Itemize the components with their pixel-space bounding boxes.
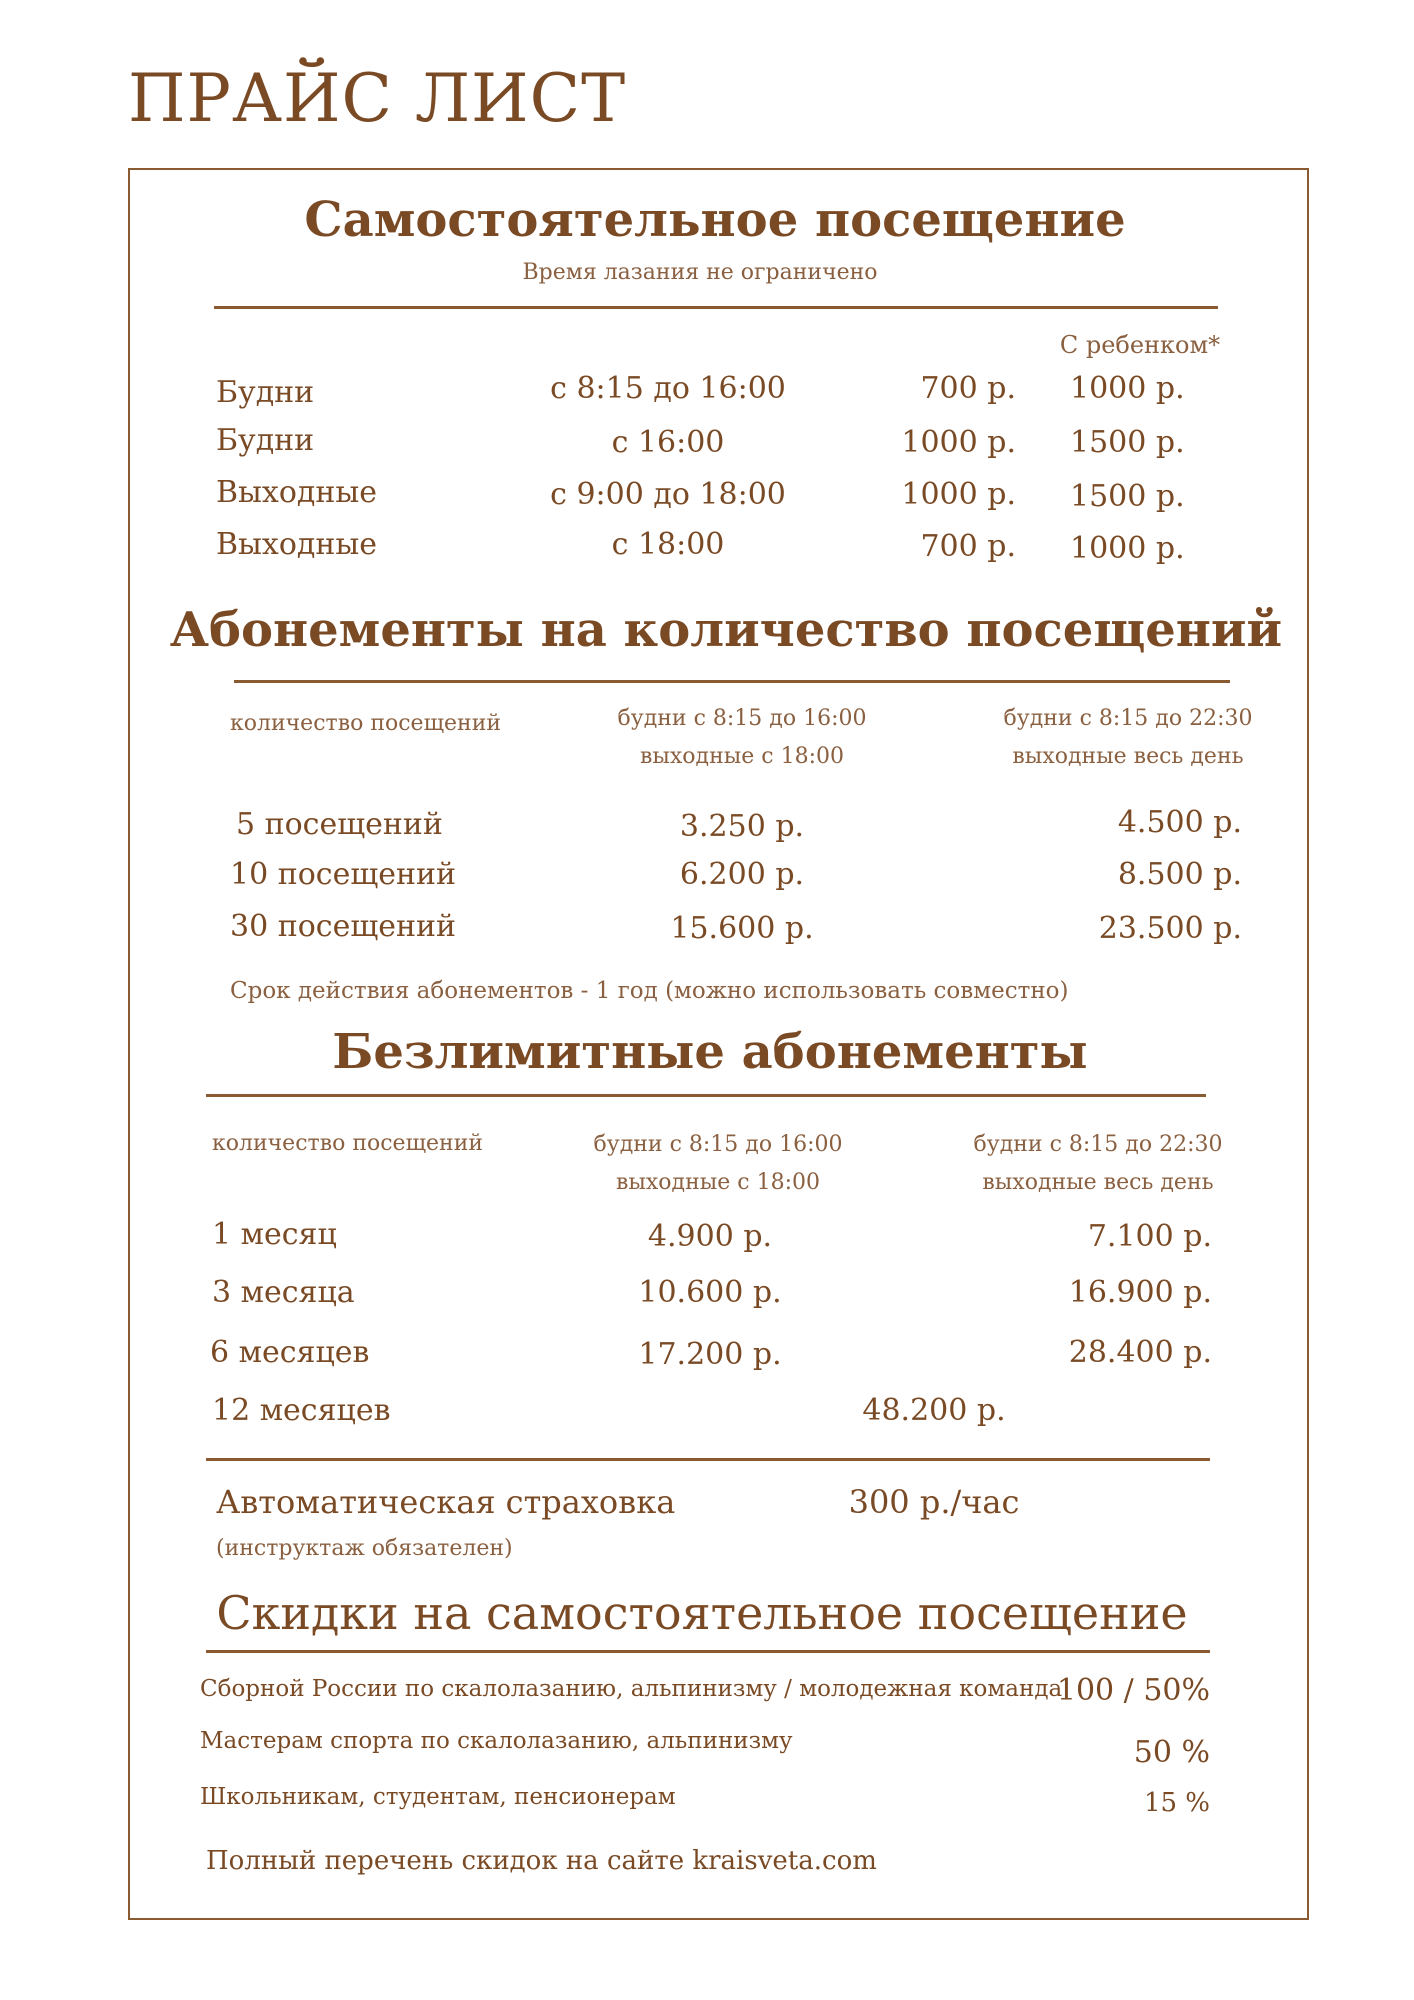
row-time: с 8:15 до 16:00 — [550, 371, 786, 406]
unlimited-price-all-day: 16.900 р. — [1068, 1275, 1212, 1310]
pass-price-all-day: 4.500 р. — [1117, 805, 1242, 840]
validity-note: Срок действия абонементов - 1 год (можно использовать совместно) — [230, 978, 1069, 1004]
discount-value: 15 % — [1143, 1788, 1210, 1818]
pass-label: 10 посещений — [230, 857, 456, 892]
section-heading-unlimited: Безлимитные абонементы — [332, 1024, 1088, 1080]
section-heading-visit-passes: Абонементы на количество посещений — [169, 602, 1283, 658]
column-header-line: выходные с 18:00 — [639, 744, 844, 769]
pass-label: 30 посещений — [230, 909, 456, 944]
insurance-price: 300 р./час — [848, 1483, 1020, 1521]
column-header-all-day — [974, 1126, 1223, 1202]
column-header-line: будни с 8:15 до 22:30 — [973, 1132, 1223, 1157]
column-header-line: будни с 8:15 до 16:00 — [593, 1132, 843, 1157]
unlimited-price-all-day: 7.100 р. — [1087, 1219, 1212, 1254]
discount-label: Школьникам, студентам, пенсионерам — [200, 1784, 676, 1810]
pass-price-weekday: 15.600 р. — [670, 911, 814, 946]
pass-price-all-day: 23.500 р. — [1098, 911, 1242, 946]
column-header-line: выходные весь день — [1012, 744, 1244, 769]
column-header-count: количество посещений — [212, 1131, 484, 1156]
row-day: Выходные — [216, 475, 378, 510]
row-time: с 9:00 до 18:00 — [550, 477, 786, 512]
discounts-footer-link: Полный перечень скидок на сайте kraisveta.com — [206, 1846, 877, 1876]
row-price: 1000 р. — [901, 477, 1016, 512]
divider — [206, 1094, 1206, 1097]
unlimited-label: 1 месяц — [212, 1217, 337, 1252]
row-child-price: 1500 р. — [1070, 479, 1185, 514]
row-day: Будни — [216, 423, 315, 458]
row-day: Будни — [216, 375, 315, 410]
column-header-line: выходные весь день — [982, 1170, 1214, 1195]
page-title: ПРАЙС ЛИСТ — [128, 60, 627, 137]
unlimited-price-all-day: 28.400 р. — [1068, 1335, 1212, 1370]
row-child-price: 1000 р. — [1070, 371, 1185, 406]
section-heading-discounts: Скидки на самостоятельное посещение — [216, 1586, 1188, 1640]
row-day: Выходные — [216, 527, 378, 562]
divider — [234, 680, 1230, 683]
row-child-price: 1000 р. — [1070, 531, 1185, 566]
unlimited-price-weekday: 17.200 р. — [638, 1337, 782, 1372]
column-header-line: выходные с 18:00 — [615, 1170, 820, 1195]
discount-label: Мастерам спорта по скалолазанию, альпинизму — [200, 1728, 793, 1754]
pass-label: 5 посещений — [236, 807, 443, 842]
pass-price-weekday: 6.200 р. — [679, 857, 805, 892]
unlimited-label: 12 месяцев — [212, 1393, 391, 1428]
row-child-price: 1500 р. — [1070, 425, 1185, 460]
pass-price-all-day: 8.500 р. — [1117, 857, 1242, 892]
column-header-weekday-day — [594, 1126, 843, 1202]
section-heading-self-visit: Самостоятельное посещение — [304, 192, 1126, 248]
discount-value: 50 % — [1133, 1735, 1210, 1770]
pass-price-weekday: 3.250 р. — [679, 809, 805, 844]
discount-value: 100 / 50% — [1056, 1673, 1210, 1708]
discount-label: Сборной России по скалолазанию, альпинизму / молодежная команда — [200, 1676, 1063, 1702]
column-header-line: будни с 8:15 до 22:30 — [1003, 706, 1253, 731]
row-price: 700 р. — [920, 529, 1016, 564]
column-header-count: количество посещений — [230, 711, 502, 736]
column-header-line: будни с 8:15 до 16:00 — [617, 706, 867, 731]
child-column-header: С ребенком* — [1059, 331, 1221, 359]
column-header-weekday-day — [618, 700, 867, 776]
section-subtitle: Время лазания не ограничено — [522, 260, 878, 285]
insurance-label: Автоматическая страховка — [216, 1483, 676, 1521]
insurance-note: (инструктаж обязателен) — [216, 1536, 513, 1561]
divider — [206, 1458, 1210, 1461]
divider — [214, 306, 1218, 309]
divider — [206, 1650, 1210, 1653]
unlimited-label: 6 месяцев — [210, 1335, 370, 1370]
row-time: с 18:00 — [611, 527, 725, 562]
row-price: 1000 р. — [901, 425, 1016, 460]
unlimited-price-weekday: 4.900 р. — [647, 1219, 773, 1254]
column-header-all-day — [1004, 700, 1253, 776]
unlimited-price-weekday: 10.600 р. — [638, 1275, 782, 1310]
unlimited-label: 3 месяца — [212, 1275, 355, 1310]
row-price: 700 р. — [920, 371, 1016, 406]
row-time: с 16:00 — [611, 425, 725, 460]
unlimited-price-year: 48.200 р. — [862, 1393, 1006, 1428]
